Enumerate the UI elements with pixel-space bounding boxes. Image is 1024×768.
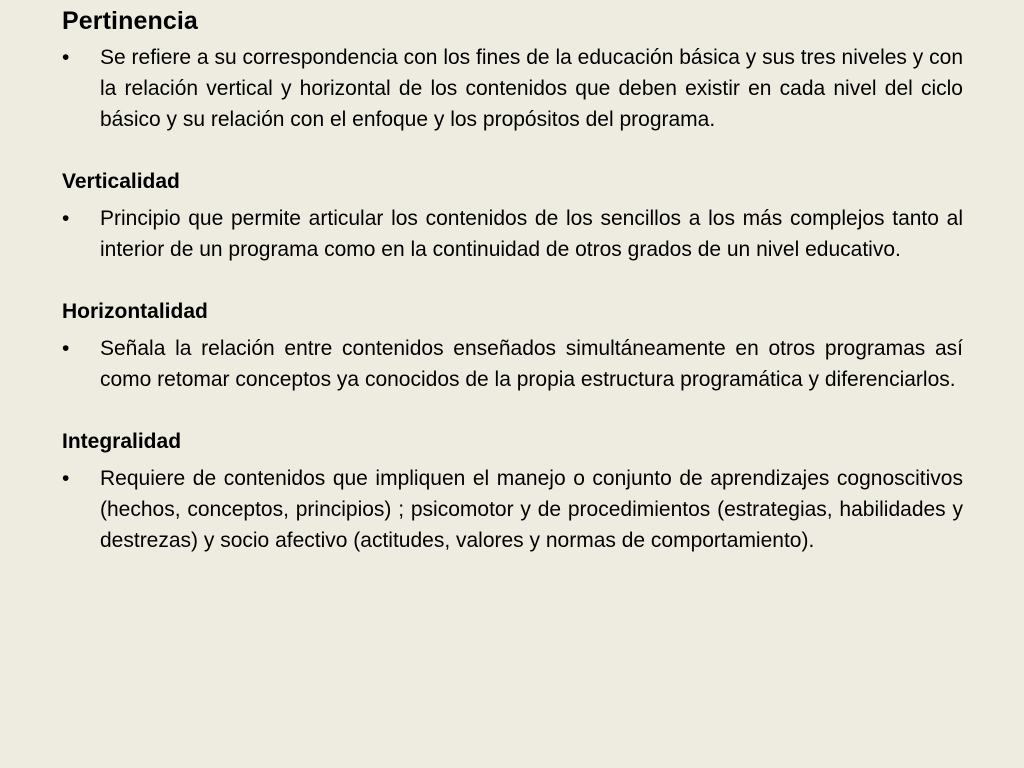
section-verticalidad [62,169,963,265]
spacer [62,265,963,299]
section-pertinencia [62,6,963,135]
section-heading: Integralidad [62,430,182,453]
bullet-item [62,333,963,395]
bullet-dot-icon: • [62,46,70,69]
bullet-dot-icon: • [62,337,70,360]
section-integralidad [62,429,963,556]
spacer [62,395,963,429]
section-horizontalidad [62,299,963,395]
bullet-item [62,463,963,556]
section-heading: Verticalidad [62,170,180,193]
bullet-item [62,42,963,135]
bullet-text: Se refiere a su correspondencia con los fines de la educación básica y sus tres niveles y con la relación vertical y horizontal de los contenidos que deben existir en cada nivel del ciclo básico y su relación con el enfoque y los propósitos del programa. [100,46,963,131]
bullet-item [62,203,963,265]
spacer [62,135,963,169]
bullet-text: Requiere de contenidos que impliquen el manejo o conjunto de aprendizajes cognoscitivos (hechos, conceptos, principios) ; psicomotor y de procedimientos (estrategias, habilidades y destrezas) y socio afectivo (actitudes, valores y normas de comportamiento). [100,467,963,552]
bullet-dot-icon: • [62,207,70,230]
bullet-text: Principio que permite articular los contenidos de los sencillos a los más complejos tanto al interior de un programa como en la continuidad de otros grados de un nivel educativo. [100,207,963,261]
section-heading: Horizontalidad [62,300,208,323]
section-heading: Pertinencia [62,7,198,35]
bullet-dot-icon: • [62,467,70,490]
bullet-text: Señala la relación entre contenidos enseñados simultáneamente en otros programas así como retomar conceptos ya conocidos de la propia estructura programática y diferenciarlos. [100,337,963,391]
